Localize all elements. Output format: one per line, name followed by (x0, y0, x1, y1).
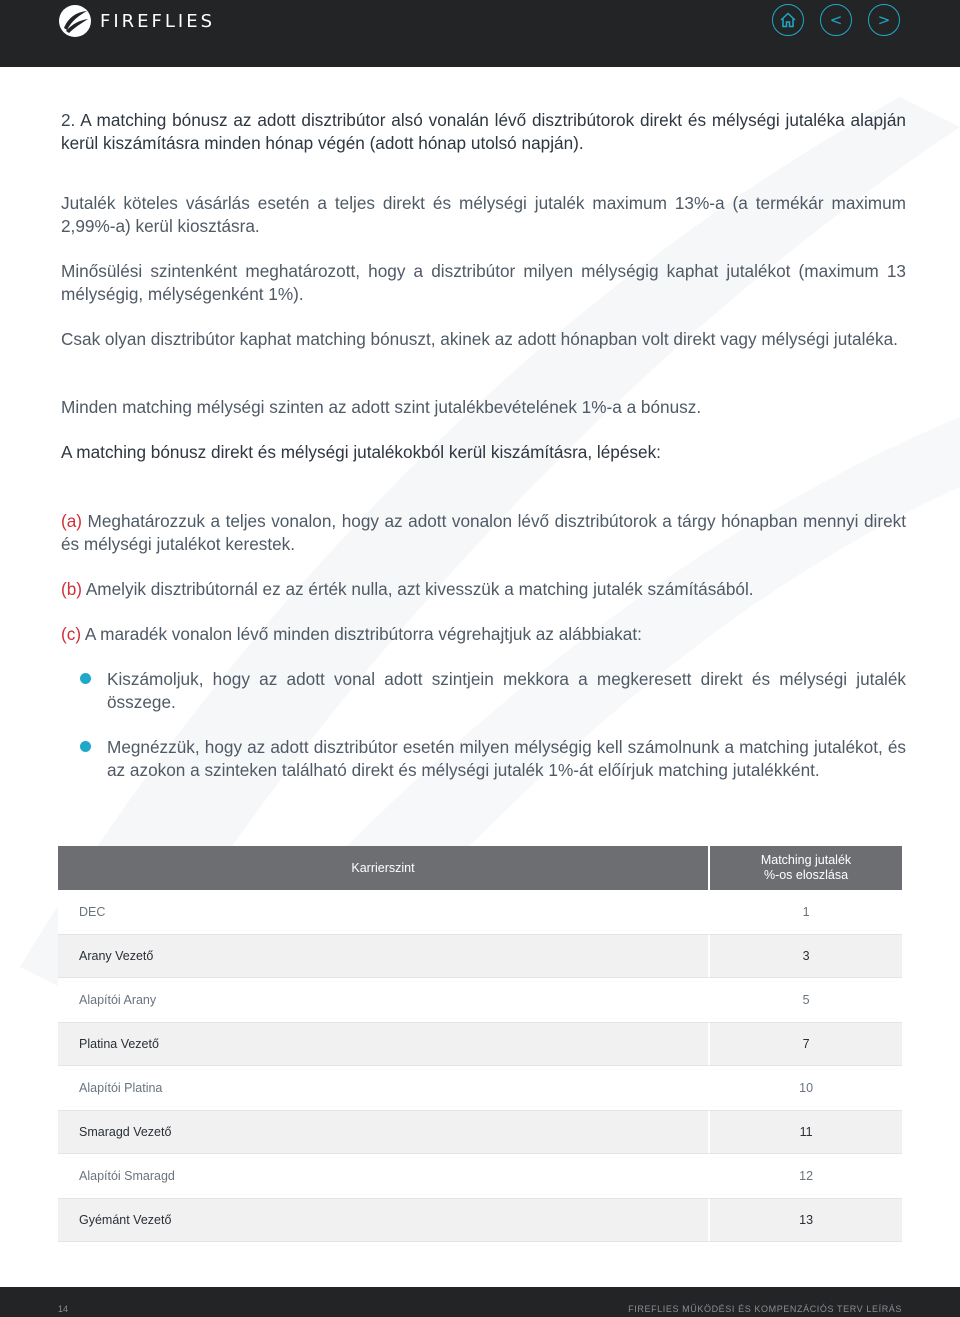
paragraph-3: Minősülési szintenként meghatározott, hogy a disztribútor milyen mélységig kaphat jutalékot (maximum 13 mélységig, mélységenként 1%). (61, 261, 906, 304)
percent-cell: 11 (710, 1111, 902, 1153)
bullet-item-2: Megnézzük, hogy az adott disztribútor esetén milyen mélységig kell számolnunk a matching jutalékot, és az azokon a szinteken található direkt és mélységi jutalék 1%-át előírjuk matching jutalékként. (107, 737, 906, 780)
percent-cell: 7 (710, 1023, 902, 1065)
table-row (58, 1022, 902, 1066)
level-cell: Gyémánt Vezető (58, 1199, 708, 1241)
matching-bonus-table (58, 846, 902, 1242)
paragraph-2: Jutalék köteles vásárlás esetén a teljes direkt és mélységi jutalék maximum 13%-a (a termékár maximum 2,99%-a) kerül kiosztásra. (61, 193, 906, 236)
level-cell: Alapítói Arany (58, 978, 708, 1022)
top-bar (0, 0, 960, 67)
previous-page-button[interactable]: < (820, 4, 852, 36)
step-a (61, 510, 906, 556)
bullet-dot-icon (80, 741, 91, 752)
steps-intro: A matching bónusz direkt és mélységi jutalékokból kerül kiszámításra, lépések: (61, 442, 661, 462)
column-header-percent (710, 846, 902, 890)
step-b-text: Amelyik disztribútornál ez az érték nulla, azt kivesszük a matching jutalék számításából. (82, 579, 754, 599)
bullet-item-1: Kiszámoljuk, hogy az adott vonal adott szintjein mekkora a megkeresett direkt és mélységi jutalék összege. (107, 669, 906, 712)
paragraph-4: Csak olyan disztribútor kaphat matching bónuszt, akinek az adott hónapban volt direkt vagy mélységi jutaléka. (61, 329, 898, 349)
column-header-percent-line1: Matching jutalék (760, 853, 852, 867)
logo (58, 4, 215, 38)
table-row (58, 1066, 902, 1110)
paragraph-1-text: A matching bónusz az adott disztribútor alsó vonalán lévő disztribútorok direkt és mélységi jutaléka alapján kerül kiszámításra minden hónap végén (adott hónap utolsó napján). (61, 110, 906, 153)
paragraph-1 (61, 109, 906, 155)
table-row (58, 978, 902, 1022)
table-row (58, 1110, 902, 1154)
table-row (58, 934, 902, 978)
footer-title: FIREFLIES MŰKÖDÉSI ÉS KOMPENZÁCIÓS TERV LEÍRÁS (628, 1304, 902, 1314)
level-cell: DEC (58, 890, 708, 934)
level-cell: Arany Vezető (58, 935, 708, 977)
level-cell: Platina Vezető (58, 1023, 708, 1065)
table-row (58, 1154, 902, 1198)
bullet-dot-icon (80, 673, 91, 684)
home-button[interactable] (772, 4, 804, 36)
percent-cell: 10 (710, 1066, 902, 1110)
level-cell: Alapítói Platina (58, 1066, 708, 1110)
step-a-marker: (a) (61, 511, 83, 531)
table-row (58, 1198, 902, 1242)
table-row (58, 890, 902, 934)
step-c-marker: (c) (61, 624, 82, 644)
step-c (61, 623, 906, 646)
next-page-button[interactable]: > (868, 4, 900, 36)
column-header-percent-line2: %-os eloszlása (763, 868, 849, 882)
paragraph-5: Minden matching mélységi szinten az adott szint jutalékbevételének 1%-a a bónusz. (61, 397, 702, 417)
level-cell: Alapítói Smaragd (58, 1154, 708, 1198)
percent-cell: 1 (710, 890, 902, 934)
percent-cell: 12 (710, 1154, 902, 1198)
percent-cell: 13 (710, 1199, 902, 1241)
paragraph-number: 2. (61, 110, 76, 130)
footer-bar (0, 1287, 960, 1317)
step-c-text: A maradék vonalon lévő minden disztribútorra végrehajtjuk az alábbiakat: (81, 624, 642, 644)
column-header-level: Karrierszint (58, 846, 708, 890)
table-header (58, 846, 902, 890)
percent-cell: 5 (710, 978, 902, 1022)
page-number: 14 (58, 1304, 69, 1314)
step-a-text: Meghatározzuk a teljes vonalon, hogy az adott vonalon lévő disztribútorok a tárgy hónapban mennyi direkt és mélységi jutalékot kerestek. (61, 511, 906, 554)
level-cell: Smaragd Vezető (58, 1111, 708, 1153)
percent-cell: 3 (710, 935, 902, 977)
logo-icon (58, 4, 92, 38)
step-b-marker: (b) (61, 579, 83, 599)
logo-text: FIREFLIES (100, 10, 216, 32)
step-b (61, 578, 906, 601)
home-icon (779, 11, 797, 29)
